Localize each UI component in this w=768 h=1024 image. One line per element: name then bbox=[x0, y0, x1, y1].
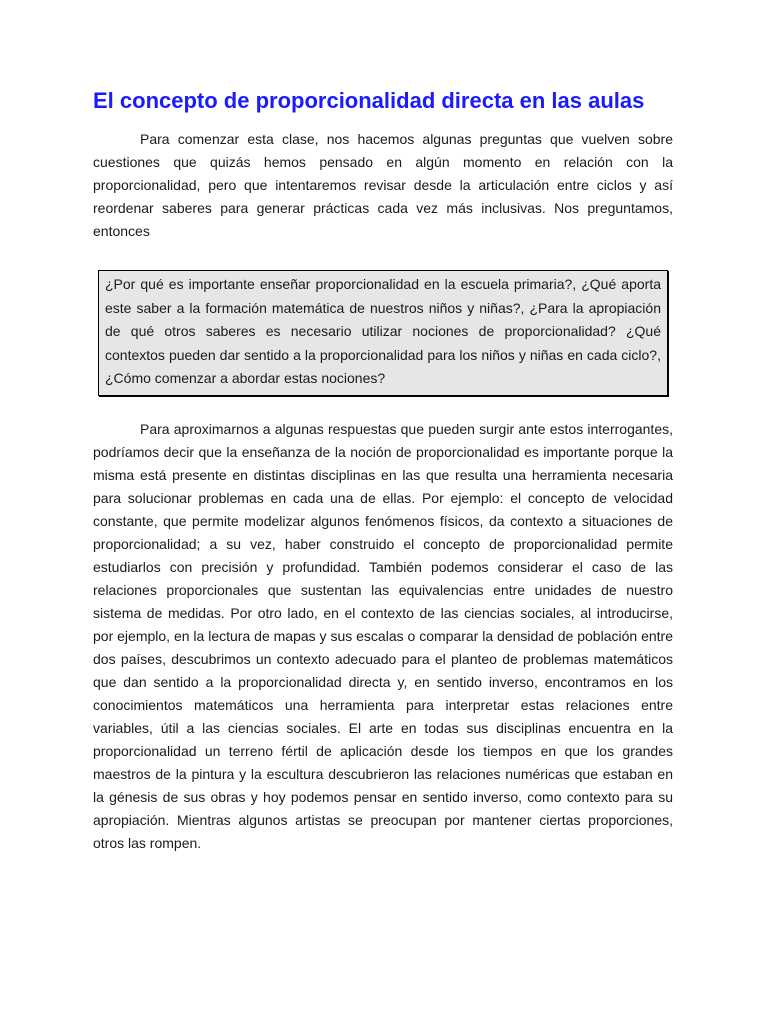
document-title: El concepto de proporcionalidad directa en las aulas bbox=[93, 88, 645, 113]
intro-paragraph: Para comenzar esta clase, nos hacemos algunas preguntas que vuelven sobre cuestiones que quizás hemos pensado en algún momento en relación con la proporcionalidad, pero que intentaremos revisar desde la articulación entre ciclos y así reordenar saberes para generar prácticas cada vez más inclusivas. Nos preguntamos, entonces bbox=[93, 131, 673, 239]
questions-text: ¿Por qué es importante enseñar proporcionalidad en la escuela primaria?, ¿Qué aporta este saber a la formación matemática de nuestros niños y niñas?, ¿Para la apropiación de qué otros saberes es necesario utilizar nociones de proporcionalidad? ¿Qué contextos pueden dar sentido a la proporcionalidad para los niños y niñas en cada ciclo?, ¿Cómo comenzar a abordar estas nociones? bbox=[105, 276, 661, 386]
questions-box bbox=[98, 270, 668, 396]
body-paragraph: Para aproximarnos a algunas respuestas que pueden surgir ante estos interrogantes, podríamos decir que la enseñanza de la noción de proporcionalidad es importante porque la misma está presente en distintas disciplinas en las que resulta una herramienta necesaria para solucionar problemas en cada una de ellas. Por ejemplo: el concepto de velocidad constante, que permite modelizar algunos fenómenos físicos, da contexto a situaciones de proporcionalidad; a su vez, haber construido el concepto de proporcionalidad permite estudiarlos con precisión y profundidad. También podemos considerar el caso de las relaciones proporcionales que sustentan las equivalencias entre unidades de nuestro sistema de medidas. Por otro lado, en el contexto de las ciencias sociales, al introducirse, por ejemplo, en la lectura de mapas y sus escalas o comparar la densidad de población entre dos países, descubrimos un contexto adecuado para el planteo de problemas matemáticos que dan sentido a la proporcionalidad directa y, en sentido inverso, encontramos en los conocimientos matemáticos una herramienta para interpretar estas relaciones entre variables, útil a las ciencias sociales. El arte en todas sus disciplinas encuentra en la proporcionalidad un terreno fértil de aplicación desde los tiempos en que los grandes maestros de la pintura y la escultura descubrieron las relaciones numéricas que estaban en la génesis de sus obras y hoy podemos pensar en sentido inverso, como contexto para su apropiación. Mientras algunos artistas se preocupan por mantener ciertas proporciones, otros las rompen. bbox=[93, 420, 673, 851]
document-page bbox=[93, 84, 673, 855]
